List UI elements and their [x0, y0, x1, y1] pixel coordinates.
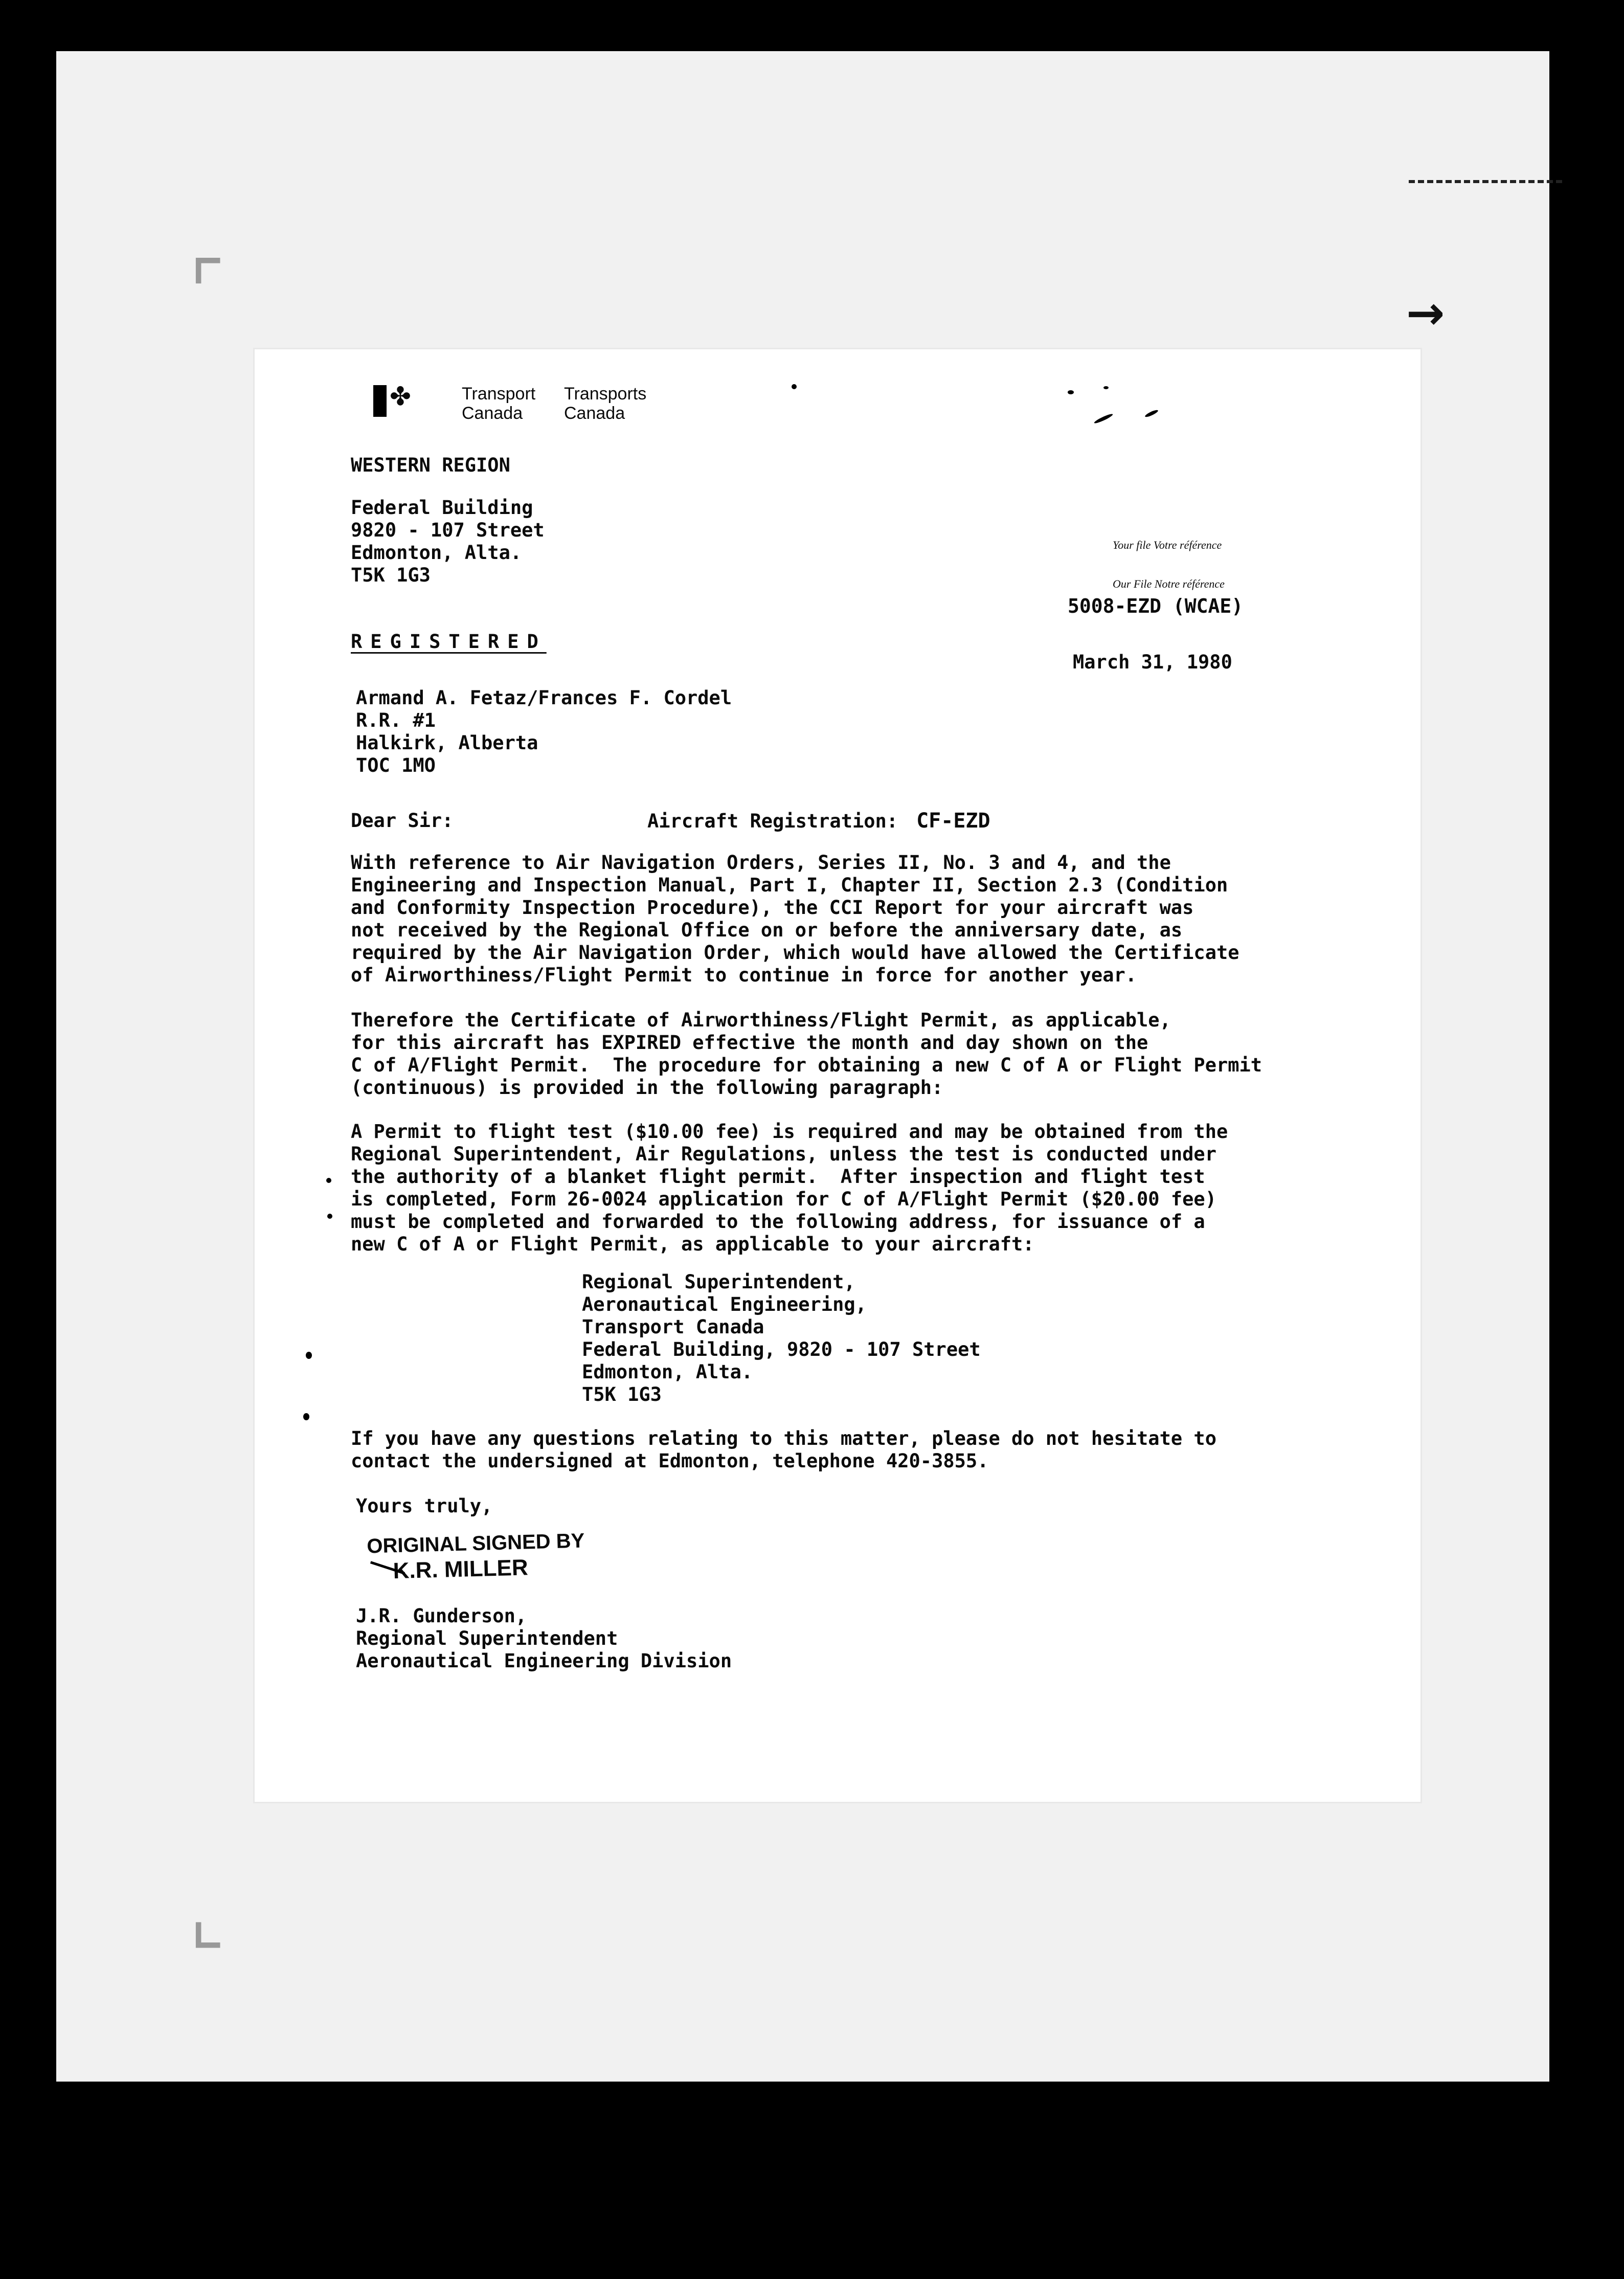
speck: [1103, 386, 1109, 389]
address-line: Edmonton, Alta.: [351, 542, 522, 564]
sender-address: [351, 497, 545, 587]
margin-arrow: →: [1406, 286, 1445, 340]
our-file-value: 5008-EZD (WCAE): [1068, 595, 1244, 617]
government-logo: [373, 382, 411, 417]
stamp-line-2: K.R. MILLER: [393, 1555, 529, 1584]
recipient-line: R.R. #1: [356, 709, 436, 731]
registered-mail-label: REGISTERED: [351, 631, 547, 653]
speck: [303, 1413, 309, 1420]
speck: [1093, 413, 1113, 424]
stamp-line-1: ORIGINAL SIGNED BY: [366, 1529, 585, 1558]
salutation: Dear Sir:: [351, 810, 454, 832]
paragraph-procedure: A Permit to flight test ($10.00 fee) is required and may be obtained from the Regional Superintendent, Air Regulations, unless the test is conducted under the authority of a blanket flight permit. After inspection and flight test is completed, Form 26-0024 application for C of A/Flight Permit ($20.00 fee) must be completed and forwarded to the following address, for issuance of a new C of A or Flight Permit, as applicable to your aircraft:: [351, 1121, 1228, 1255]
paragraph-contact: If you have any questions relating to this matter, please do not hesitate to contact the undersigned at Edmonton, telephone 420-3855.: [351, 1427, 1216, 1472]
recipient-line: TOC 1MO: [356, 754, 436, 776]
paragraph-reference: With reference to Air Navigation Orders, Series II, No. 3 and 4, and the Engineering and Inspection Manual, Part I, Chapter II, Section 2.3 (Condition and Conformity Inspection Procedure), the CCI Report for your aircraft was not received by the Regional Office on or before the anniversary date, as required by the Air Navigation Order, which would have allowed the Certificate of Airworthiness/Flight Permit to continue in force for another year.: [351, 852, 1239, 986]
letter-date: March 31, 1980: [1073, 651, 1232, 673]
speck: [1068, 390, 1074, 394]
letter-sheet: [255, 349, 1420, 1802]
address-line: T5K 1G3: [351, 564, 431, 586]
flag-bar-icon: [373, 385, 387, 417]
recipient-line: Halkirk, Alberta: [356, 732, 538, 754]
region-heading: WESTERN REGION: [351, 454, 510, 476]
aircraft-registration: [647, 810, 990, 833]
our-file-label: Our File Notre référence: [1113, 577, 1225, 590]
maple-leaf-icon: ✤: [390, 382, 411, 411]
aircraft-registration-value: CF-EZD: [916, 809, 990, 833]
speck: [326, 1178, 331, 1183]
signatory-block: J.R. Gunderson, Regional Superintendent Aeronautical Engineering Division: [356, 1605, 732, 1672]
dept-name-english: Transport Canada: [462, 384, 536, 423]
recipient-address: [356, 687, 732, 777]
crop-mark-top: ⌜: [189, 245, 225, 334]
speck: [792, 384, 797, 389]
signature-stamp: [367, 1528, 585, 1584]
speck: [306, 1352, 312, 1359]
recipient-line: Armand A. Fetaz/Frances F. Cordel: [356, 687, 732, 709]
address-line: Federal Building: [351, 497, 533, 519]
paragraph-expired: Therefore the Certificate of Airworthiness/Flight Permit, as applicable, for this aircraft has EXPIRED effective the month and day shown on the C of A/Flight Permit. The procedure for obtaining a new C of A or Flight Permit (continuous) is provided in the following paragraph:: [351, 1009, 1262, 1099]
speck: [327, 1214, 332, 1219]
address-line: 9820 - 107 Street: [351, 519, 545, 541]
dept-name-french: Transports Canada: [564, 384, 647, 423]
dashed-rule: [1409, 180, 1562, 183]
speck: [1144, 409, 1159, 418]
mailing-address: Regional Superintendent, Aeronautical Engineering, Transport Canada Federal Building, 9820 - 107 Street Edmonton, Alta. T5K 1G3: [582, 1271, 981, 1405]
crop-mark-bottom: ⌞: [189, 1872, 225, 1961]
aircraft-registration-label: Aircraft Registration:: [647, 810, 898, 832]
reference-block: [1068, 539, 1385, 617]
your-file-label: Your file Votre référence: [1113, 539, 1222, 551]
closing: Yours truly,: [356, 1495, 493, 1517]
